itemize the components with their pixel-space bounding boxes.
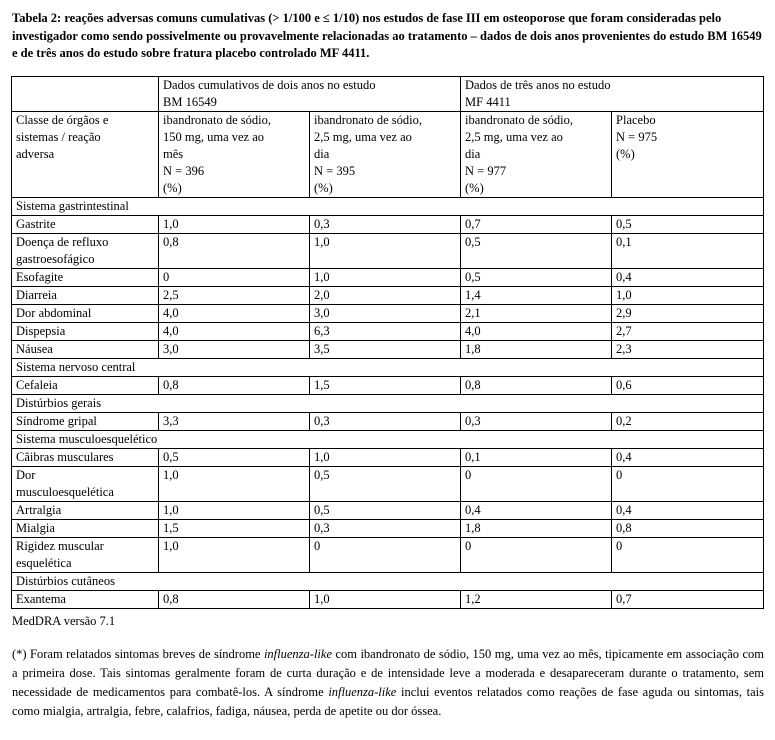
reaction-value: 0,4	[612, 502, 764, 520]
reaction-value: 0,4	[612, 449, 764, 467]
group-name: Sistema gastrintestinal	[12, 198, 764, 216]
reaction-value: 0,5	[310, 502, 461, 520]
reaction-value: 0,1	[612, 234, 764, 269]
reaction-value: 0	[461, 538, 612, 573]
reaction-value: 1,0	[310, 449, 461, 467]
reaction-value: 0	[612, 467, 764, 502]
reaction-value: 6,3	[310, 323, 461, 341]
table-row	[12, 538, 764, 573]
reaction-value: 1,0	[612, 287, 764, 305]
reaction-value: 0,5	[612, 216, 764, 234]
group-row	[12, 359, 764, 377]
reaction-label: Dispepsia	[12, 323, 159, 341]
column-header-class: Classe de órgãos e sistemas / reação adversa	[12, 112, 159, 198]
study-header-row	[12, 77, 764, 112]
reaction-value: 3,5	[310, 341, 461, 359]
reaction-value: 1,0	[159, 502, 310, 520]
reaction-label: Diarreia	[12, 287, 159, 305]
table-row	[12, 377, 764, 395]
reaction-value: 0,7	[612, 591, 764, 609]
reaction-value: 0,5	[461, 234, 612, 269]
table-row	[12, 216, 764, 234]
reaction-label: Mialgia	[12, 520, 159, 538]
reaction-value: 2,5	[159, 287, 310, 305]
table-row	[12, 305, 764, 323]
footnote-text-2: com ibandronato de sódio, 150 mg, uma vez ao mês, tipicamente em associação com a primeira dose. Tais sintomas geralmente foram de curta duração e de intensidade leve a moderada e desapareceram durante o tratamento, sem necessidade de medicamentos para combatê-los. A síndrome	[12, 647, 764, 699]
footnote-text-3: inclui eventos relatados como reações de fase aguda ou sintomas, tais como mialgia, artralgia, febre, calafrios, fadiga, náusea, perda de apetite ou dor óssea.	[12, 685, 764, 718]
reaction-value: 0,1	[461, 449, 612, 467]
empty-header-cell	[12, 77, 159, 112]
reaction-value: 0,3	[310, 520, 461, 538]
reaction-value: 0,8	[159, 234, 310, 269]
medra-version: MedDRA versão 7.1	[12, 614, 116, 628]
reaction-value: 1,5	[310, 377, 461, 395]
reaction-value: 2,9	[612, 305, 764, 323]
footnote-text-1: (*) Foram relatados sintomas breves de síndrome	[12, 647, 264, 661]
reaction-label: Rigidez muscular esquelética	[12, 538, 159, 573]
reaction-value: 3,0	[310, 305, 461, 323]
reaction-value: 1,2	[461, 591, 612, 609]
reaction-value: 0,6	[612, 377, 764, 395]
reaction-label: Câibras musculares	[12, 449, 159, 467]
table-row	[12, 591, 764, 609]
reaction-value: 0,8	[159, 591, 310, 609]
reaction-value: 0	[612, 538, 764, 573]
reaction-label: Dor abdominal	[12, 305, 159, 323]
reaction-value: 0,3	[461, 413, 612, 431]
reaction-value: 0,8	[461, 377, 612, 395]
reaction-value: 2,1	[461, 305, 612, 323]
group-row	[12, 198, 764, 216]
reaction-value: 2,3	[612, 341, 764, 359]
reaction-value: 0,5	[159, 449, 310, 467]
reaction-value: 0,8	[159, 377, 310, 395]
reaction-label: Artralgia	[12, 502, 159, 520]
reaction-label: Síndrome gripal	[12, 413, 159, 431]
reaction-value: 1,0	[310, 234, 461, 269]
reaction-value: 0,8	[612, 520, 764, 538]
reaction-label: Doença de refluxo gastroesofágico	[12, 234, 159, 269]
reaction-value: 2,0	[310, 287, 461, 305]
reaction-value: 4,0	[461, 323, 612, 341]
footnote-term-1: influenza-like	[263, 647, 332, 661]
column-header-placebo: Placebo N = 975 (%)	[612, 112, 764, 198]
reaction-value: 0	[461, 467, 612, 502]
reaction-value: 0,3	[310, 413, 461, 431]
table-row	[12, 234, 764, 269]
group-name: Distúrbios gerais	[12, 395, 764, 413]
column-header-2-5mg-daily-bm: ibandronato de sódio, 2,5 mg, uma vez ao dia N = 395 (%)	[310, 112, 461, 198]
reaction-value: 1,0	[159, 216, 310, 234]
group-name: Distúrbios cutâneos	[12, 573, 764, 591]
table-row	[12, 269, 764, 287]
reaction-value: 1,8	[461, 520, 612, 538]
reaction-value: 4,0	[159, 305, 310, 323]
reaction-value: 0,4	[612, 269, 764, 287]
reaction-label: Gastrite	[12, 216, 159, 234]
reaction-value: 0,5	[310, 467, 461, 502]
table-row	[12, 449, 764, 467]
reaction-value: 3,0	[159, 341, 310, 359]
group-name: Sistema musculoesquelético	[12, 431, 764, 449]
footnote	[12, 645, 764, 721]
reaction-label: Esofagite	[12, 269, 159, 287]
table-row	[12, 287, 764, 305]
reaction-value: 1,4	[461, 287, 612, 305]
reaction-label: Exantema	[12, 591, 159, 609]
study-header-mf4411: Dados de três anos no estudo MF 4411	[461, 77, 764, 112]
group-row	[12, 431, 764, 449]
reaction-value: 1,8	[461, 341, 612, 359]
reaction-value: 1,0	[310, 269, 461, 287]
reaction-label: Dor musculoesquelética	[12, 467, 159, 502]
reaction-value: 1,0	[159, 538, 310, 573]
reaction-value: 0,5	[461, 269, 612, 287]
reaction-value: 2,7	[612, 323, 764, 341]
adverse-reactions-table	[11, 76, 764, 609]
reaction-value: 0	[310, 538, 461, 573]
table-row	[12, 502, 764, 520]
reaction-label: Cefaleia	[12, 377, 159, 395]
column-header-row	[12, 112, 764, 198]
reaction-value: 1,0	[310, 591, 461, 609]
study-header-bm16549: Dados cumulativos de dois anos no estudo BM 16549	[159, 77, 461, 112]
table-row	[12, 467, 764, 502]
reaction-value: 4,0	[159, 323, 310, 341]
table-row	[12, 323, 764, 341]
column-header-2-5mg-daily-mf: ibandronato de sódio, 2,5 mg, uma vez ao dia N = 977 (%)	[461, 112, 612, 198]
group-row	[12, 573, 764, 591]
table-row	[12, 520, 764, 538]
reaction-value: 0,2	[612, 413, 764, 431]
table-row	[12, 413, 764, 431]
reaction-value: 0,4	[461, 502, 612, 520]
group-name: Sistema nervoso central	[12, 359, 764, 377]
reaction-value: 1,0	[159, 467, 310, 502]
reaction-value: 0	[159, 269, 310, 287]
reaction-label: Náusea	[12, 341, 159, 359]
reaction-value: 1,5	[159, 520, 310, 538]
group-row	[12, 395, 764, 413]
column-header-150mg-monthly: ibandronato de sódio, 150 mg, uma vez ao mês N = 396 (%)	[159, 112, 310, 198]
table-caption: Tabela 2: reações adversas comuns cumulativas (> 1/100 e ≤ 1/10) nos estudos de fase III em osteoporose que foram consideradas pelo investigador como sendo possivelmente ou provavelmente relacionadas ao tratamento – dados de dois anos provenientes do estudo BM 16549 e de três anos do estudo sobre fratura placebo controlado MF 4411.	[12, 11, 762, 60]
reaction-value: 0,3	[310, 216, 461, 234]
reaction-value: 3,3	[159, 413, 310, 431]
reaction-value: 0,7	[461, 216, 612, 234]
footnote-term-2: influenza-like	[328, 685, 397, 699]
table-row	[12, 341, 764, 359]
